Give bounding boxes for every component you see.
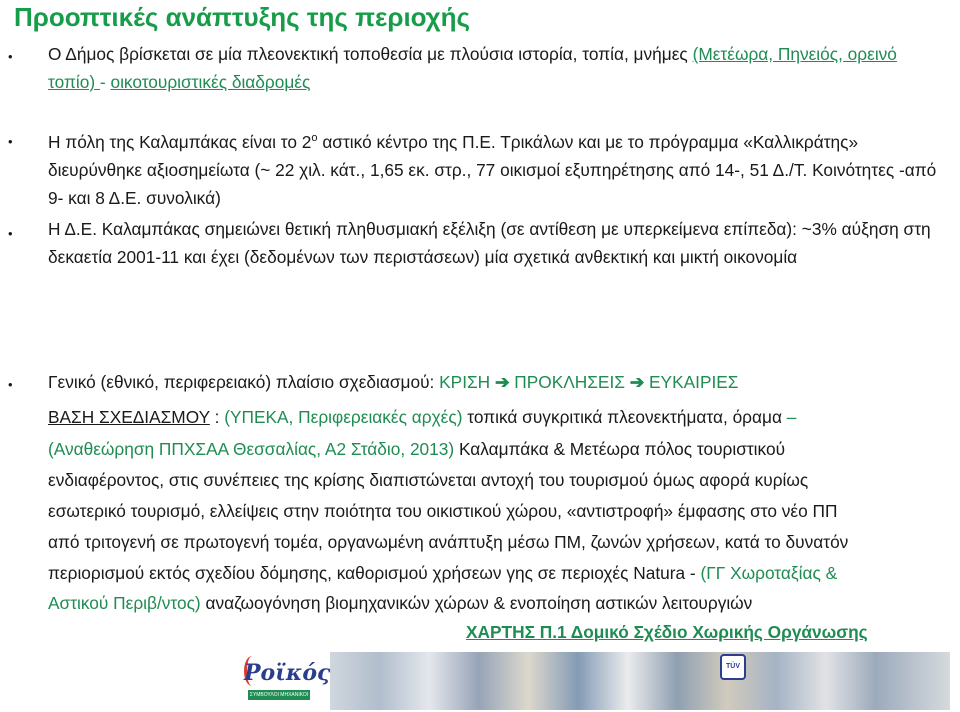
planning-basis-line-6-text: περιορισμού εκτός σχεδίου δόμησης, καθορισμού χρήσεων γης σε περιοχές Natura - xyxy=(48,563,701,583)
planning-basis-colon: : xyxy=(209,407,225,427)
planning-basis-urban-env: Αστικού Περιβ/ντος) xyxy=(48,593,201,613)
map-reference-link[interactable]: ΧΑΡΤΗΣ Π.1 Δομικό Σχέδιο Χωρικής Οργάνωσης xyxy=(466,622,868,642)
planning-basis-line-2-text: Καλαμπάκα & Μετέωρα πόλος τουριστικού xyxy=(454,439,786,459)
planning-basis-revision: (Αναθεώρηση ΠΠΧΣΑΑ Θεσσαλίας, Α2 Στάδιο, 2013) xyxy=(48,439,455,459)
planning-basis-line-6 xyxy=(48,559,837,587)
planning-basis-line-7-text: αναζωογόνηση βιομηχανικών χώρων & ενοποίηση αστικών λειτουργιών xyxy=(200,593,753,613)
slide-title: Προοπτικές ανάπτυξης της περιοχής xyxy=(14,2,470,32)
bullet-marker: • xyxy=(8,134,13,149)
roikos-logo xyxy=(244,658,331,708)
link-ecotourism-routes[interactable]: οικοτουριστικές διαδρομές xyxy=(110,72,311,92)
bullet-marker: • xyxy=(8,377,13,392)
planning-basis-line-7 xyxy=(48,589,752,617)
para2-text: Η πόλη της Καλαμπάκας είναι το 2 xyxy=(48,131,312,152)
planning-basis-authorities: (ΥΠΕΚΑ, Περιφερειακές αρχές) xyxy=(224,407,463,427)
paragraph-population: Η Δ.Ε. Καλαμπάκας σημειώνει θετική πληθυσμιακή εξέλιξη (σε αντίθεση με υπερκείμενα επίπεδα): ~3% αύξηση στη δεκαετία 2001-11 και έχει (δεδομένων των περιστάσεων) μία σχετικά ανθεκτική και μικτή οικονομία xyxy=(48,219,931,267)
planning-basis-dash: – xyxy=(786,407,797,427)
keyword-challenges: ΠΡΟΚΛΗΣΕΙΣ xyxy=(509,372,630,392)
roikos-logo-text: Ροϊκός xyxy=(244,660,331,686)
para1-text: Ο Δήμος βρίσκεται σε μία πλεονεκτική τοποθεσία με πλούσια ιστορία, τοπία, μνήμες xyxy=(48,44,693,64)
para1-sep: - xyxy=(99,72,111,92)
tuv-certification-icon: TÜV xyxy=(720,654,746,680)
bullet-marker: • xyxy=(8,49,13,64)
planning-basis-heading: ΒΑΣΗ ΣΧΕΔΙΑΣΜΟΥ xyxy=(48,407,210,427)
para2-superscript: ο xyxy=(311,132,318,144)
planning-basis-line-1 xyxy=(48,403,796,431)
planning-basis-text: τοπικά συγκριτικά πλεονεκτήματα, όραμα xyxy=(462,407,787,427)
planning-basis-gg-spatial: (ΓΓ Χωροταξίας & xyxy=(700,563,838,583)
paragraph-planning-framework xyxy=(48,368,738,396)
keyword-crisis: ΚΡΙΣΗ xyxy=(439,372,495,392)
keyword-opportunities: ΕΥΚΑΙΡΙΕΣ xyxy=(644,372,739,392)
paragraph-location xyxy=(48,40,948,96)
link-meteora-pineios[interactable]: (Μετέωρα, Πηνειός, ορεινό τοπίο) xyxy=(48,44,897,92)
arrow-right-icon: ➔ xyxy=(494,372,510,392)
planning-basis-line-4: εσωτερικό τουρισμό, ελλείψεις στην ποιότητα του οικιστικού χώρου, «αντιστροφή» έμφασης στο νέο ΠΠ xyxy=(48,501,838,521)
paragraph-kalampaka-city xyxy=(48,124,948,212)
photo-banner xyxy=(330,652,950,710)
para2-text-rest: αστικό κέντρο της Π.Ε. Τρικάλων και με το πρόγραμμα «Καλλικράτης» διευρύνθηκε αξιοσημείωτα (~ 22 χιλ. κάτ., 1,65 εκ. στρ., 77 οικισμοί εξυπηρέτησης από 14-, 51 Δ./Τ. Κοινότητες -από 9- και 8 Δ.Ε. συνολικά) xyxy=(48,131,937,208)
planning-basis-line-2 xyxy=(48,435,785,463)
bullet-marker: • xyxy=(8,226,13,241)
para4-prefix: Γενικό (εθνικό, περιφερειακό) πλαίσιο σχεδιασμού: xyxy=(48,372,440,392)
footer xyxy=(0,650,960,712)
roikos-logo-subtitle: ΣΥΜΒΟΥΛΟΙ ΜΗΧΑΝΙΚΟΙ Α.Ε. xyxy=(249,692,309,708)
arrow-right-icon: ➔ xyxy=(629,372,645,392)
planning-basis-line-5: από τριτογενή σε πρωτογενή τομέα, οργανωμένη ανάπτυξη μέσω ΠΜ, ζωνών χρήσεων, κατά το δυνατόν xyxy=(48,532,849,552)
planning-basis-line-3: ενδιαφέροντος, στις συνέπειες της κρίσης διαπιστώνεται αντοχή του τουρισμού όμως αφορά κυρίως xyxy=(48,470,809,490)
